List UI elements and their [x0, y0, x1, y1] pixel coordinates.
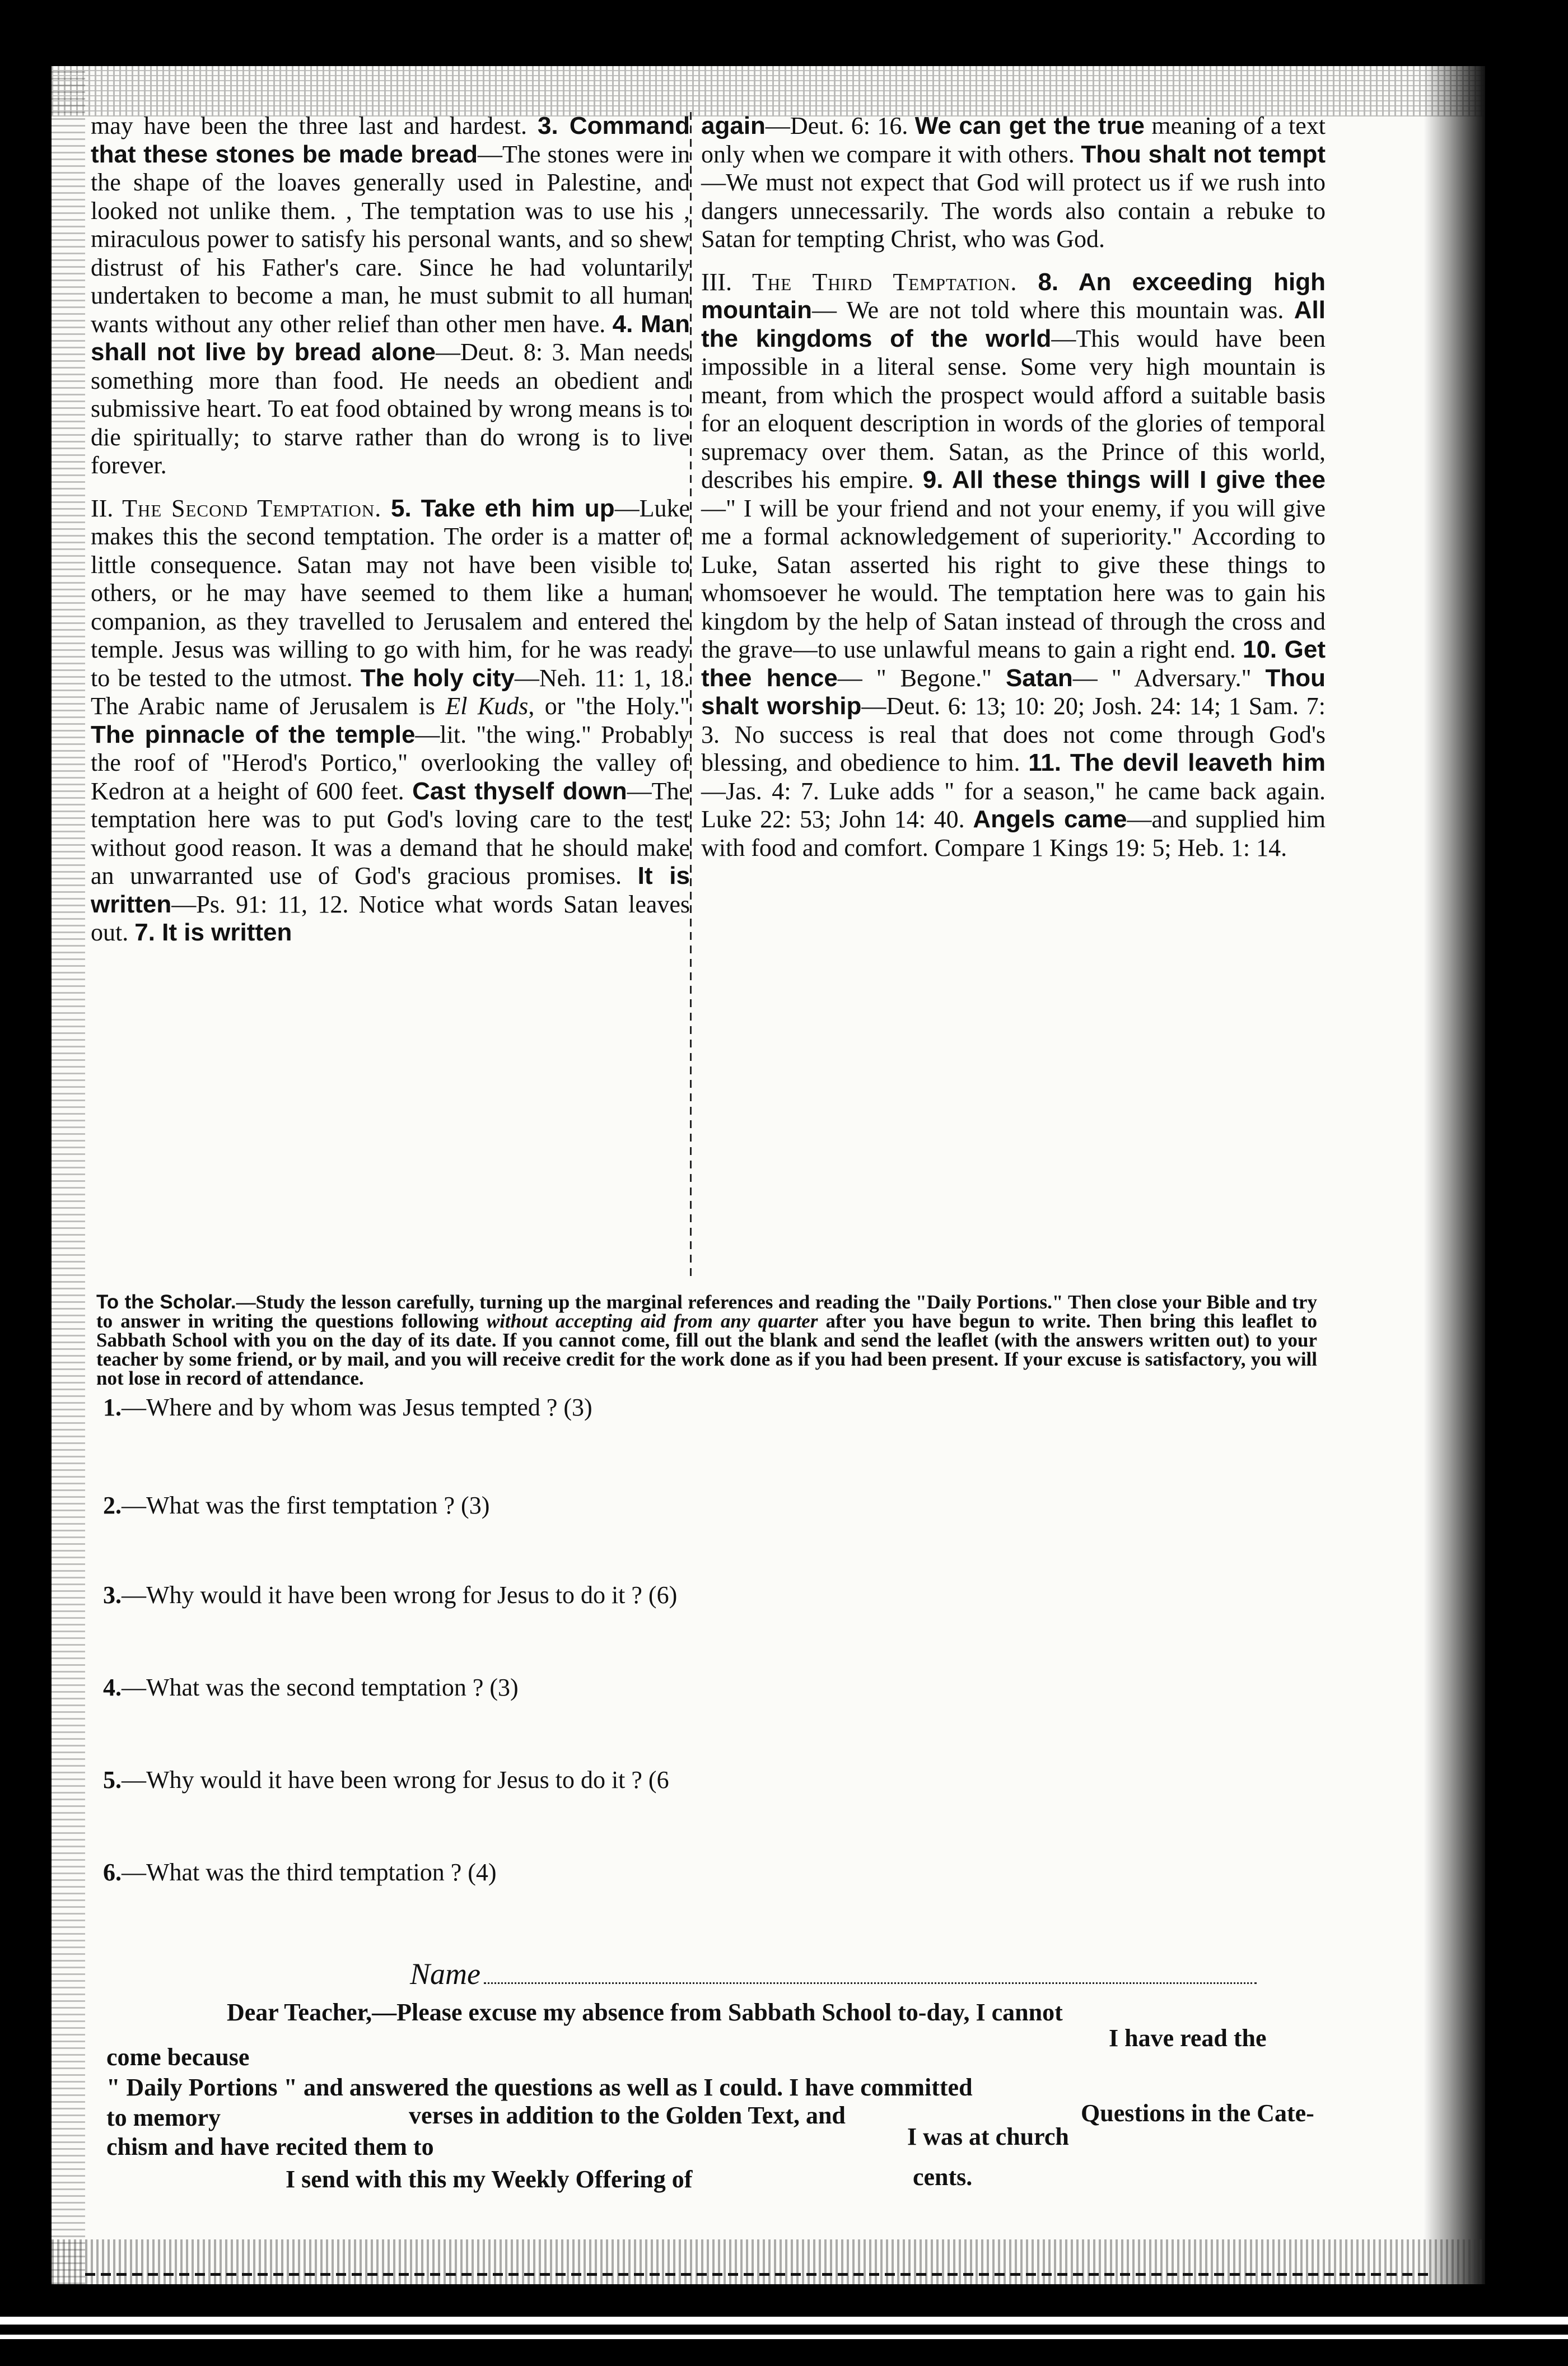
body-text: — " Adversary." — [1072, 664, 1266, 692]
body-text: —Deut. 6: 13; 10: 20; Josh. 24: 14; 1 Sam. 7: 3. No success is real that does not come through God's blessing, and obedience to him. — [701, 692, 1326, 776]
bold-heading-text: 11. The devil leaveth him — [1028, 749, 1326, 776]
right-column — [701, 112, 1326, 877]
question-5 — [103, 1766, 1111, 1794]
body-text: —Ps. 91: 11, 12. Notice what words Satan leaves out. — [91, 890, 690, 946]
excuse-line-2a: I have read the — [1109, 2024, 1267, 2052]
excuse-line-4a: to memory — [106, 2104, 221, 2131]
body-text: —and supplied him with food and comfort. Compare 1 Kings 19: 5; Heb. 1: 14. — [701, 805, 1326, 861]
excuse-line-6a: I send with this my Weekly Offering of — [286, 2165, 693, 2193]
bold-heading-text: 5. Take eth him up — [391, 494, 615, 522]
question-number: 5. — [103, 1766, 122, 1794]
scan-noise-left — [52, 66, 85, 2284]
bold-heading-text: 4. Man shall not live by bread alone — [91, 310, 690, 366]
bold-heading-text: It is written — [91, 862, 690, 918]
column-divider — [690, 111, 692, 1276]
body-text: , or "the Holy." — [528, 692, 690, 720]
excuse-line-4b: verses in addition to the Golden Text, and — [409, 2102, 846, 2129]
question-text: —Why would it have been wrong for Jesus to do it ? (6 — [122, 1766, 669, 1794]
question-1 — [103, 1394, 1111, 1422]
question-number: 3. — [103, 1581, 122, 1609]
section-heading: The Third Temptation. — [752, 268, 1038, 296]
bold-heading-text: We can get the true — [914, 112, 1145, 139]
bold-heading-text: 3. Command that these stones be made bread — [91, 112, 690, 168]
bold-heading-text: 8. An exceeding high mountain — [701, 268, 1326, 324]
excuse-line-5a: chism and have recited them to — [106, 2133, 434, 2160]
question-text: —Why would it have been wrong for Jesus to do it ? (6) — [122, 1581, 678, 1609]
body-text: —Luke makes this the second temptation. The order is a matter of little consequence. Satan may not have been visible to others, or he may have seemed to them like a human companion, as they travelled to Jerusalem and entered the temple. Jesus was willing to go with him, for he was ready to be tested to the utmost. — [91, 494, 690, 692]
bold-heading-text: Angels came — [973, 805, 1127, 833]
question-text: —Where and by whom was Jesus tempted ? (3) — [122, 1394, 592, 1421]
body-text: —lit. "the wing." Probably the roof of "Herod's Portico," overlooking the valley of Kedron at a height of 600 feet. — [91, 720, 690, 805]
bold-heading-text: 9. All these things will I give thee — [922, 466, 1326, 493]
scan-shadow-right — [1424, 66, 1485, 2284]
question-3 — [103, 1581, 1111, 1609]
body-text: —Study the lesson carefully, turning up the marginal references and reading the "Daily Portions." Then close your Bible and try to answer in writing the questions following — [96, 1291, 1317, 1332]
excuse-line-3: " Daily Portions " and answered the questions as well as I could. I have committed — [106, 2074, 973, 2101]
body-text: —The stones were in the shape of the loaves generally used in Palestine, and looked not unlike them. , The temptation was to use his , miraculous power to satisfy his personal wants, and so shew distrust of his Father's care. Since he had voluntarily undertaken to become a man, he must submit to all human wants without any other relief than other men have. — [91, 140, 690, 338]
name-blank-line[interactable] — [484, 1982, 1257, 1984]
body-text: —We must not expect that God will protect us if we rush into dangers unnecessarily. The words also contain a rebuke to Satan for tempting Christ, who was God. — [701, 169, 1326, 253]
body-text: III. — [701, 268, 752, 296]
question-6 — [103, 1859, 1111, 1887]
body-text: —Jas. 4: 7. Luke adds " for a season," he came back again. Luke 22: 53; John 14: 40. — [701, 777, 1326, 833]
body-text: meaning of a text only when we compare it with others. — [701, 112, 1326, 168]
bold-heading-text: Satan — [1005, 664, 1073, 692]
bold-heading-text: again — [701, 112, 766, 139]
question-text: —What was the first temptation ? (3) — [122, 1492, 490, 1519]
bold-heading-text: 10. Get thee hence — [701, 636, 1326, 692]
italic-text: El Kuds — [445, 692, 529, 720]
body-text: — " Begone." — [837, 664, 1006, 692]
question-number: 2. — [103, 1492, 122, 1519]
body-text: II. — [91, 494, 123, 522]
question-number: 6. — [103, 1859, 122, 1886]
paragraph — [701, 268, 1326, 863]
question-text: —What was the second temptation ? (3) — [122, 1674, 519, 1701]
section-heading: The Second Temptation. — [122, 494, 391, 522]
bold-heading-text: 7. It is written — [134, 919, 292, 946]
scan-noise-bottom — [52, 2239, 1485, 2284]
excuse-line-4c: Questions in the Cate- — [1081, 2099, 1314, 2127]
body-text: —Neh. 11: 1, 18. The Arabic name of Jerusalem is — [91, 664, 690, 720]
to-the-scholar-instructions — [96, 1293, 1317, 1388]
scan-border-stripe — [0, 2317, 1568, 2325]
scan-noise-top — [52, 66, 1485, 117]
bold-heading-text: The pinnacle of the temple — [91, 720, 416, 748]
bottom-dotted-rule — [85, 2273, 1429, 2276]
bold-heading-text: The holy city — [360, 664, 515, 692]
scan-border-stripe — [0, 2335, 1568, 2339]
body-text: —This would have been impossible in a literal sense. Some very high mountain is meant, from which the prospect would afford a suitable basis for an eloquent description in words of the glories of temporal supremacy over them. Satan, as the Prince of this world, describes his empire. — [701, 324, 1326, 493]
bold-heading-text: All the kingdoms of the world — [701, 296, 1326, 352]
body-text: after you have begun to write. Then bring this leaflet to Sabbath School with you on the day of its date. If you cannot come, fill out the blank and send the leaflet (with the answers written out) to your teacher by some friend, or by mail, and you will receive credit for the work done as if you had been present. If your excuse is satisfactory, you will not lose in record of attendance. — [96, 1310, 1317, 1389]
body-text: —The temptation here was to put God's loving care to the test without good reason. It was a demand that he should make an unwarranted use of God's gracious promises. — [91, 777, 690, 889]
body-text: —" I will be your friend and not your enemy, if you will give me a formal acknowledgement of superiority." According to Luke, Satan asserted his right to give these things to whomsoever he would. The temptation here was to gain his kingdom by the help of Satan instead of through the cross and the grave—to use unlawful means to gain a right end. — [701, 494, 1326, 663]
body-text: may have been the three last and hardest. — [91, 112, 538, 139]
body-text: —Deut. 6: 16. — [765, 112, 915, 139]
excuse-line-5b: I was at church — [907, 2123, 1069, 2150]
bold-heading-text: To the Scholar. — [96, 1291, 236, 1313]
bold-heading-text: Cast thyself down — [412, 777, 627, 805]
name-label: Name — [410, 1957, 480, 1991]
body-text: — We are not told where this mountain was. — [811, 296, 1294, 324]
excuse-line-2b: come because — [106, 2043, 250, 2071]
italic-text: without accepting aid from any quarter — [486, 1310, 818, 1332]
left-column — [91, 112, 690, 962]
excuse-line-1: Dear Teacher,—Please excuse my absence from Sabbath School to-day, I cannot — [227, 1999, 1063, 2026]
paragraph — [91, 495, 690, 947]
name-field[interactable] — [410, 1957, 1362, 1991]
question-number: 1. — [103, 1394, 122, 1421]
question-text: —What was the third temptation ? (4) — [122, 1859, 497, 1886]
paragraph — [701, 112, 1326, 254]
question-2 — [103, 1492, 1111, 1520]
leaflet-page — [52, 66, 1485, 2284]
excuse-line-6b: cents. — [913, 2163, 973, 2191]
body-text: —Deut. 8: 3. Man needs something more than food. He needs an obedient and submissive heart. To eat food obtained by wrong means is to die spiritually; to starve rather than do wrong is to live forever. — [91, 338, 690, 479]
bold-heading-text: Thou shalt not tempt — [1081, 140, 1326, 168]
paragraph — [91, 112, 690, 480]
bold-heading-text: Thou shalt worship — [701, 664, 1326, 720]
question-number: 4. — [103, 1674, 122, 1701]
question-4 — [103, 1674, 1111, 1702]
